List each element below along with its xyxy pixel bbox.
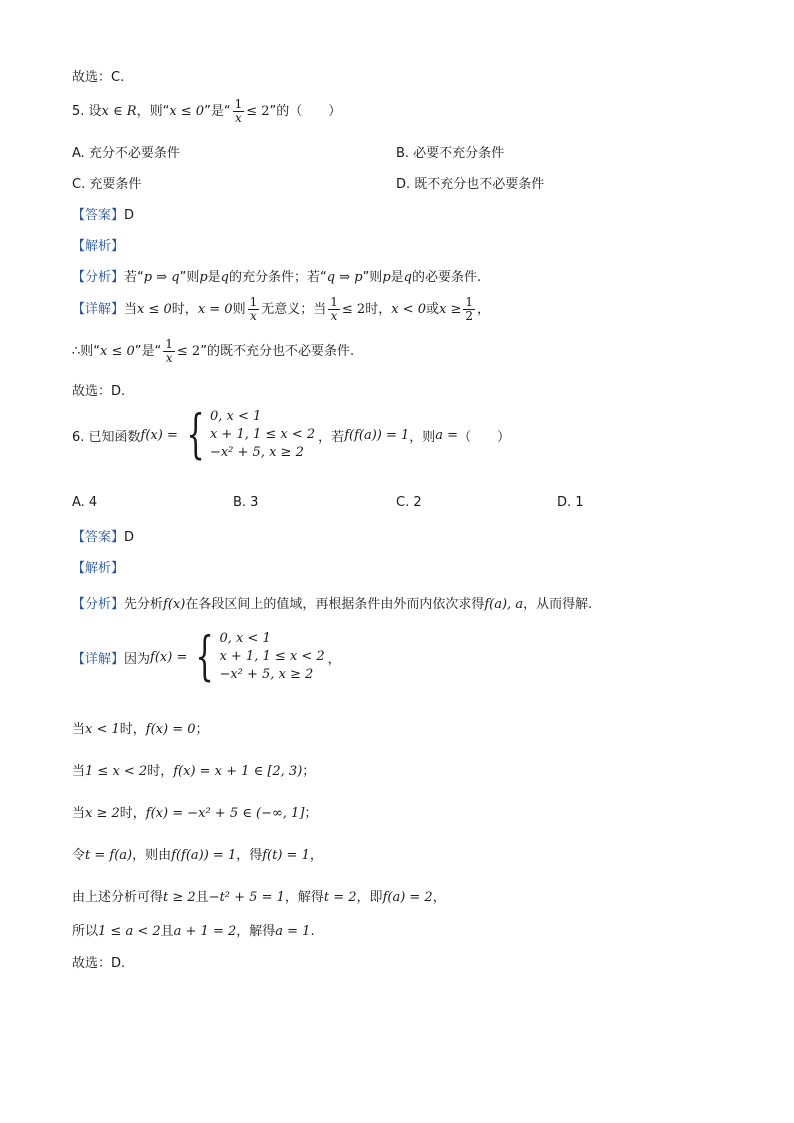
q6-solve-t-line: 由上述分析可得t ≥ 2且−t² + 5 = 1，解得t = 2，即f(a) = 2， [72, 890, 446, 905]
q6-case-line-2: 当1 ≤ x < 2时，f(x) = x + 1 ∈ [2, 3)； [72, 764, 316, 779]
q5-final-choice: 故选：D. [72, 384, 126, 399]
piecewise-function: { 0, x < 1 x + 1, 1 ≤ x < 2 −x² + 5, x ≥ 2 [186, 405, 316, 465]
q5-option-b: B. 必要不充分条件 [396, 146, 505, 161]
q5-stem: 5. 设x ∈ R，则“x ≤ 0”是“ $\frac{1}{x}$ ≤ 2”的（ ） [72, 97, 342, 125]
q6-option-d: D. 1 [557, 495, 584, 510]
q6-analysis-heading: 【解析】 [72, 561, 125, 576]
q6-option-b: B. 3 [233, 495, 259, 510]
piecewise-function-repeat: { 0, x < 1 x + 1, 1 ≤ x < 2 −x² + 5, x ≥ 2 [195, 627, 325, 687]
q5-xiangjie: 【详解】当x ≤ 0时，x = 0则 $\frac{1}{x}$ 无意义；当 $\frac{1}{x}$ ≤ 2时，x < 0或x ≥ $\frac{1}{2}$ ， [72, 295, 490, 323]
q4-conclusion: 故选：C. [72, 70, 125, 85]
q6-answer: 【答案】D [72, 530, 135, 545]
q5-option-a: A. 充分不必要条件 [72, 146, 180, 161]
fraction-1-over-x: $\frac{1}{x}$ [234, 97, 243, 125]
q5-fenxi: 【分析】若“p ⇒ q”则p是q的充分条件；若“q ⇒ p”则p是q的必要条件. [72, 270, 482, 285]
q6-option-a: A. 4 [72, 495, 98, 510]
q6-case-line-3: 当x ≥ 2时，f(x) = −x² + 5 ∈ (−∞, 1]； [72, 806, 318, 821]
q6-stem: 6. 已知函数 f(x) = { 0, x < 1 x + 1, 1 ≤ x < 2 −x² + 5, x ≥ 2 ，若 f(f(a)) = 1 ，则 a = （ ） [72, 405, 511, 465]
q5-option-d: D. 既不充分也不必要条件 [396, 177, 545, 192]
q5-analysis-heading: 【解析】 [72, 239, 125, 254]
q6-substitution-line: 令t = f(a)，则由f(f(a)) = 1，得f(t) = 1， [72, 848, 323, 863]
q6-fenxi: 【分析】先分析f(x)在各段区间上的值域，再根据条件由外而内依次求得f(a), a，从而得解. [72, 597, 593, 612]
q5-conclusion-line: ∴则“x ≤ 0”是“ $\frac{1}{x}$ ≤ 2”的既不充分也不必要条件. [72, 337, 355, 365]
q6-option-c: C. 2 [396, 495, 422, 510]
q6-xiangjie: 【详解】 因为 f(x) = { 0, x < 1 x + 1, 1 ≤ x < 2 −x² + 5, x ≥ 2 ， [72, 627, 341, 687]
q6-final-choice: 故选：D. [72, 956, 126, 971]
q5-option-c: C. 充要条件 [72, 177, 142, 192]
q5-answer: 【答案】D [72, 208, 135, 223]
q6-solve-a-line: 所以1 ≤ a < 2且a + 1 = 2，解得a = 1. [72, 924, 315, 939]
q6-case-line-1: 当x < 1时，f(x) = 0； [72, 722, 209, 737]
